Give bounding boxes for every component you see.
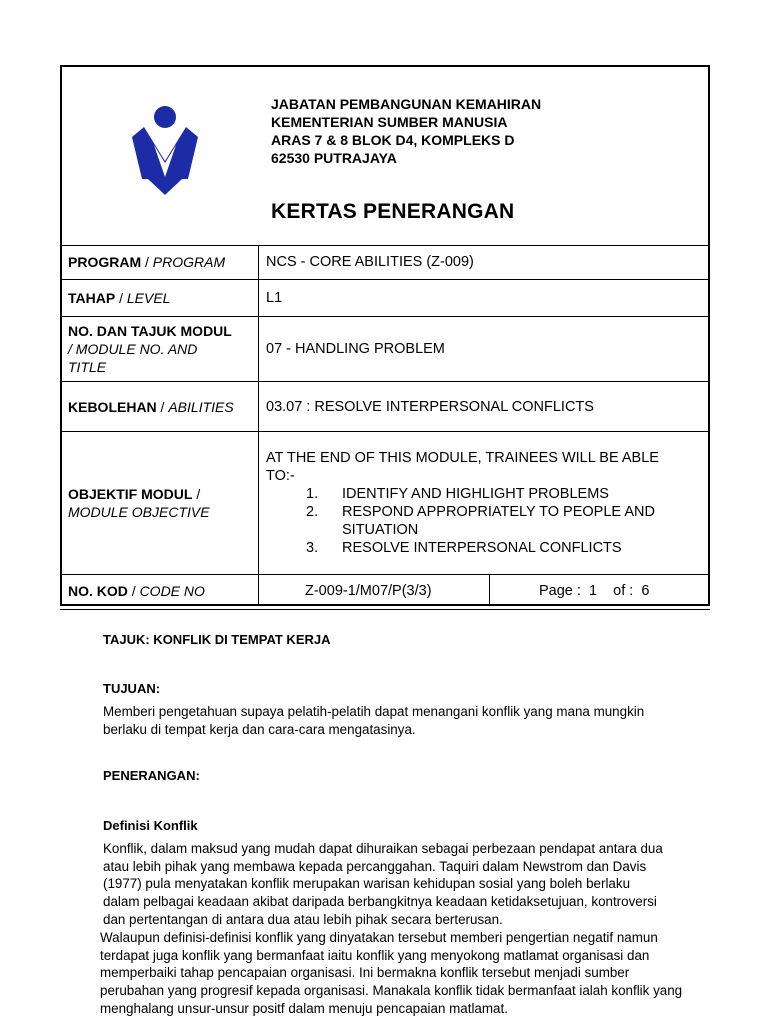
program-label: PROGRAM / PROGRAM xyxy=(62,245,259,279)
objective-intro: TO:- xyxy=(266,468,295,484)
objective-label: OBJEKTIF MODUL / MODULE OBJECTIVE xyxy=(62,432,259,574)
topic-heading: TAJUK: KONFLIK DI TEMPAT KERJA xyxy=(103,632,331,647)
program-value: NCS - CORE ABILITIES (Z-009) xyxy=(266,254,474,270)
list-item: 1. IDENTIFY AND HIGHLIGHT PROBLEMS xyxy=(306,486,609,502)
org-line: ARAS 7 & 8 BLOK D4, KOMPLEKS D xyxy=(271,132,515,148)
list-item: 2. RESPOND APPROPRIATELY TO PEOPLE AND SITUATION xyxy=(306,504,655,538)
abilities-label: KEBOLEHAN / ABILITIES xyxy=(62,382,259,431)
org-line: KEMENTERIAN SUMBER MANUSIA xyxy=(271,114,508,130)
level-value: L1 xyxy=(266,290,283,306)
code-value: Z-009-1/M07/P(3/3) xyxy=(259,575,490,606)
module-label: NO. DAN TAJUK MODUL / MODULE NO. AND TITLE xyxy=(62,317,259,381)
list-item: 3. RESOLVE INTERPERSONAL CONFLICTS xyxy=(306,540,622,556)
benefit-paragraph: Walaupun definisi-definisi konflik yang dinyatakan tersebut memberi pengertian negatif namun terdapat juga konflik yang bermanfaat iaitu konflik yang menyokong matlamat organisasi dan memperbaiki tahap pencapaian organisasi. Ini bermakna konflik tersebut menjadi sumber perubahan yang progresif kepada organisasi. Manakala konflik tidak bermanfaat ialah konflik yang menghalang unsur-unsur positf dalam menuju pencapaian matlamat. xyxy=(100,930,683,1016)
definition-heading: Definisi Konflik xyxy=(103,818,198,833)
page-number: Page : 1 of : 6 xyxy=(539,582,650,599)
module-value: 07 - HANDLING PROBLEM xyxy=(266,341,445,357)
purpose-heading: TUJUAN: xyxy=(103,681,161,696)
jpk-logo-icon xyxy=(130,105,200,195)
code-label: NO. KOD / CODE NO xyxy=(62,575,259,606)
objective-value xyxy=(266,432,702,574)
purpose-paragraph: Memberi pengetahuan supaya pelatih-pelatih dapat menangani konflik yang mana mungkin berlaku di tempat kerja dan cara-cara mengatasinya. xyxy=(103,704,645,737)
module-row xyxy=(62,317,708,382)
program-row xyxy=(62,245,708,280)
org-line: 62530 PUTRAJAYA xyxy=(271,150,397,166)
header-table xyxy=(60,65,710,606)
document-title: KERTAS PENERANGAN xyxy=(271,200,515,223)
objective-intro: AT THE END OF THIS MODULE, TRAINEES WILL BE ABLE xyxy=(266,450,659,466)
level-label: TAHAP / LEVEL xyxy=(62,280,259,316)
objective-list xyxy=(266,485,702,557)
document-header xyxy=(62,67,708,246)
objective-row xyxy=(62,432,708,575)
org-line: JABATAN PEMBANGUNAN KEMAHIRAN xyxy=(271,96,542,112)
abilities-value: 03.07 : RESOLVE INTERPERSONAL CONFLICTS xyxy=(266,398,594,415)
explanation-heading: PENERANGAN: xyxy=(103,768,200,783)
abilities-row xyxy=(62,382,708,432)
level-row xyxy=(62,280,708,317)
organization-address xyxy=(271,95,541,167)
code-row xyxy=(62,575,708,606)
definition-paragraph: Konflik, dalam maksud yang mudah dapat dihuraikan sebagai perbezaan pendapat antara dua atau lebih pihak yang membawa kepada percanggahan. Taquiri dalam Newstrom dan Davis (1977) pula menyatakan konflik merupakan warisan kehidupan sosial yang boleh berlaku dalam pelbagai keadaan akibat daripada berbangkitnya keadaan ketidaksetujuan, kontroversi dan pertentangan di antara dua atau lebih pihak secara berterusan. xyxy=(103,841,663,927)
